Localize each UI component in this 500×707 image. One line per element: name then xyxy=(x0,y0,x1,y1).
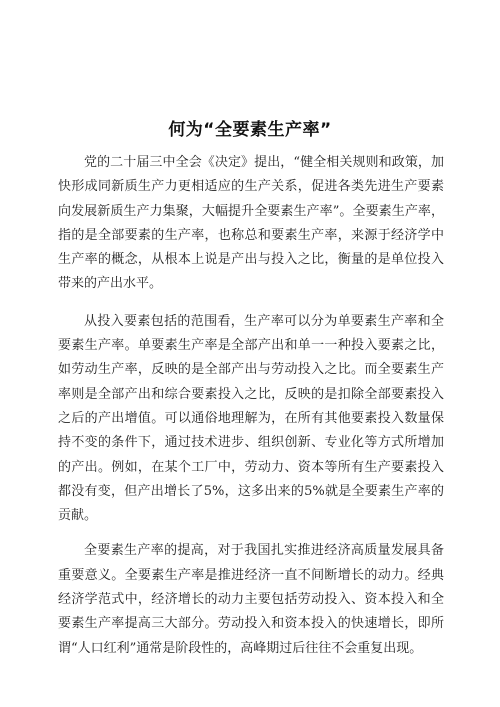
document-title: 何为“全要素生产率” xyxy=(168,120,332,140)
paragraph-3: 全要素生产率的提高，对于我国扎实推进经济高质量发展具备重要意义。全要素生产率是推进经济一直不间断增长的动力。经典经济学范式中，经济增长的动力主要包括劳动投入、资本投入和全要素生产率提高三大部分。劳动投入和资本投入的快速增长，即所谓“人口红利”通常是阶段性的，高峰期过后往往不会重复出现。 xyxy=(58,543,444,656)
paragraph-2: 从投入要素包括的范围看，生产率可以分为单要素生产率和全要素生产率。单要素生产率是全部产出和单一一种投入要素之比，如劳动生产率，反映的是全部产出与劳动投入之比。而全要素生产率则是全部产出和综合要素投入之比，反映的是扣除全部要素投入之后的产出增值。可以通俗地理解为，在所有其他要素投入数量保持不变的条件下，通过技术进步、组织创新、专业化等方式所增加的产出。例如，在某个工厂中，劳动力、资本等所有生产要素投入都没有变，但产出增长了5%，这多出来的5%就是全要素生产率的贡献。 xyxy=(58,313,444,524)
paragraph-1: 党的二十届三中全会《决定》提出，“健全相关规则和政策，加快形成同新质生产力更相适应的生产关系，促进各类先进生产要素向发展新质生产力集聚，大幅提升全要素生产率”。全要素生产率，指的是全部要素的生产率，也称总和要素生产率，来源于经济学中生产率的概念，从根本上说是产出与投入之比，衡量的是单位投入带来的产出水平。 xyxy=(58,155,444,292)
document-body xyxy=(58,151,444,674)
